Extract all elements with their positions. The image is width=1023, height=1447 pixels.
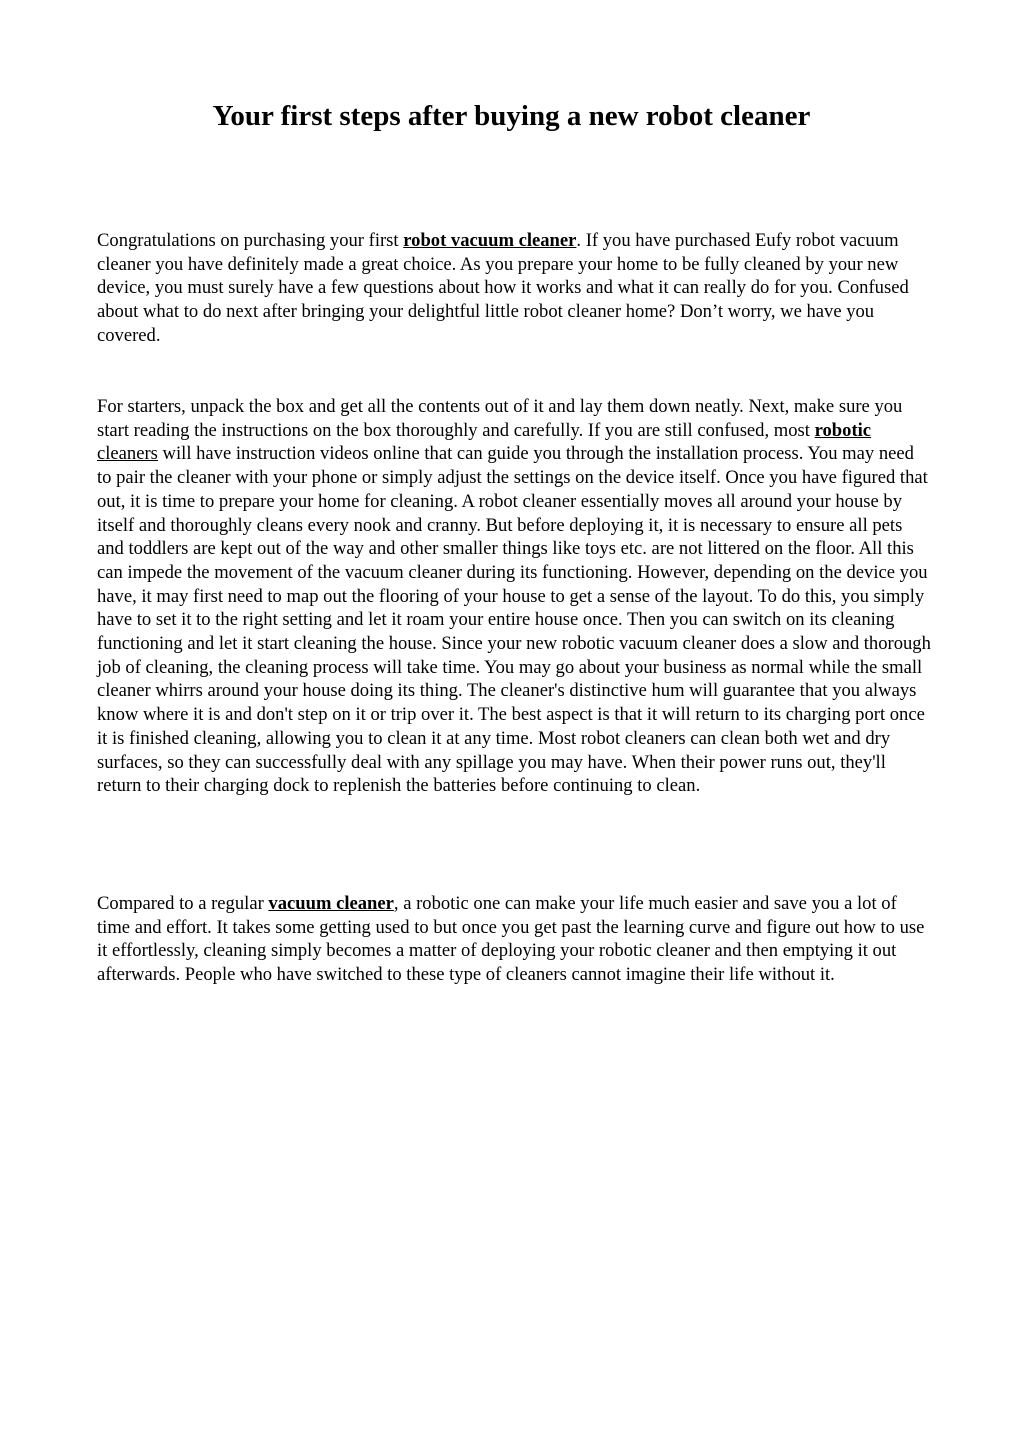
paragraph-comparison-text-start: Compared to a regular <box>97 893 269 914</box>
page-title: Your first steps after buying a new robot cleaner <box>212 100 811 132</box>
paragraph-getting-started-text-end: will have instruction videos online that can guide you through the installation process. You may need to pair the cleaner with your phone or simply adjust the settings on the device itself. Once you have figured that out, it is time to prepare your home for cleaning. A robot cleaner essentially moves all around your house by itself and thoroughly cleans every nook and cranny. But before deploying it, it is necessary to ensure all pets and toddlers are kept out of the way and other smaller things like toys etc. are not littered on the floor. All this can impede the movement of the vacuum cleaner during its functioning. However, depending on the device you have, it may first need to map out the flooring of your house to get a sense of the layout. To do this, you simply have to set it to the right setting and let it roam your entire house once. Then you can switch on its cleaning functioning and let it start cleaning the house. Since your new robotic vacuum cleaner does a slow and thorough job of cleaning, the cleaning process will take time. You may go about your business as normal while the small cleaner whirrs around your house doing its thing. The cleaner's distinctive hum will guarantee that you always know where it is and don't step on it or trip over it. The best aspect is that it will return to its charging port once it is finished cleaning, allowing you to clean it at any time. Most robot cleaners can clean both wet and dry surfaces, so they can successfully deal with any spillage you may have. When their power runs out, they'll return to their charging dock to replenish the batteries before continuing to clean. <box>97 443 931 797</box>
paragraph-getting-started <box>97 395 932 798</box>
robotic-link[interactable]: robotic <box>814 419 872 441</box>
paragraph-comparison <box>97 892 932 987</box>
paragraph-intro-text-start: Congratulations on purchasing your first <box>97 230 404 251</box>
paragraph-intro-text-end: . If you have purchased Eufy robot vacuum cleaner you have definitely made a great choice. As you prepare your home to be fully cleaned by your new device, you must surely have a few questions about how it works and what it can really do for you. Confused about what to do next after bringing your delightful little robot cleaner home? Don’t worry, we have you covered. <box>97 230 909 346</box>
vacuum-cleaner-link[interactable]: vacuum cleaner <box>268 893 394 914</box>
cleaners-link[interactable]: cleaners <box>97 443 158 465</box>
paragraph-getting-started-text-start: For starters, unpack the box and get all the contents out of it and lay them down neatly. Next, make sure you start reading the instructions on the box thoroughly and carefully. If you are still confused, most <box>97 396 903 441</box>
robot-vacuum-cleaner-link[interactable]: robot vacuum cleaner <box>403 230 577 251</box>
paragraph-intro <box>97 229 932 348</box>
paragraph-comparison-text-end: , a robotic one can make your life much easier and save you a lot of time and effort. It takes some getting used to but once you get past the learning curve and figure out how to use it effortlessly, cleaning simply becomes a matter of deploying your robotic cleaner and then emptying it out afterwards. People who have switched to these type of cleaners cannot imagine their life without it. <box>97 893 925 986</box>
